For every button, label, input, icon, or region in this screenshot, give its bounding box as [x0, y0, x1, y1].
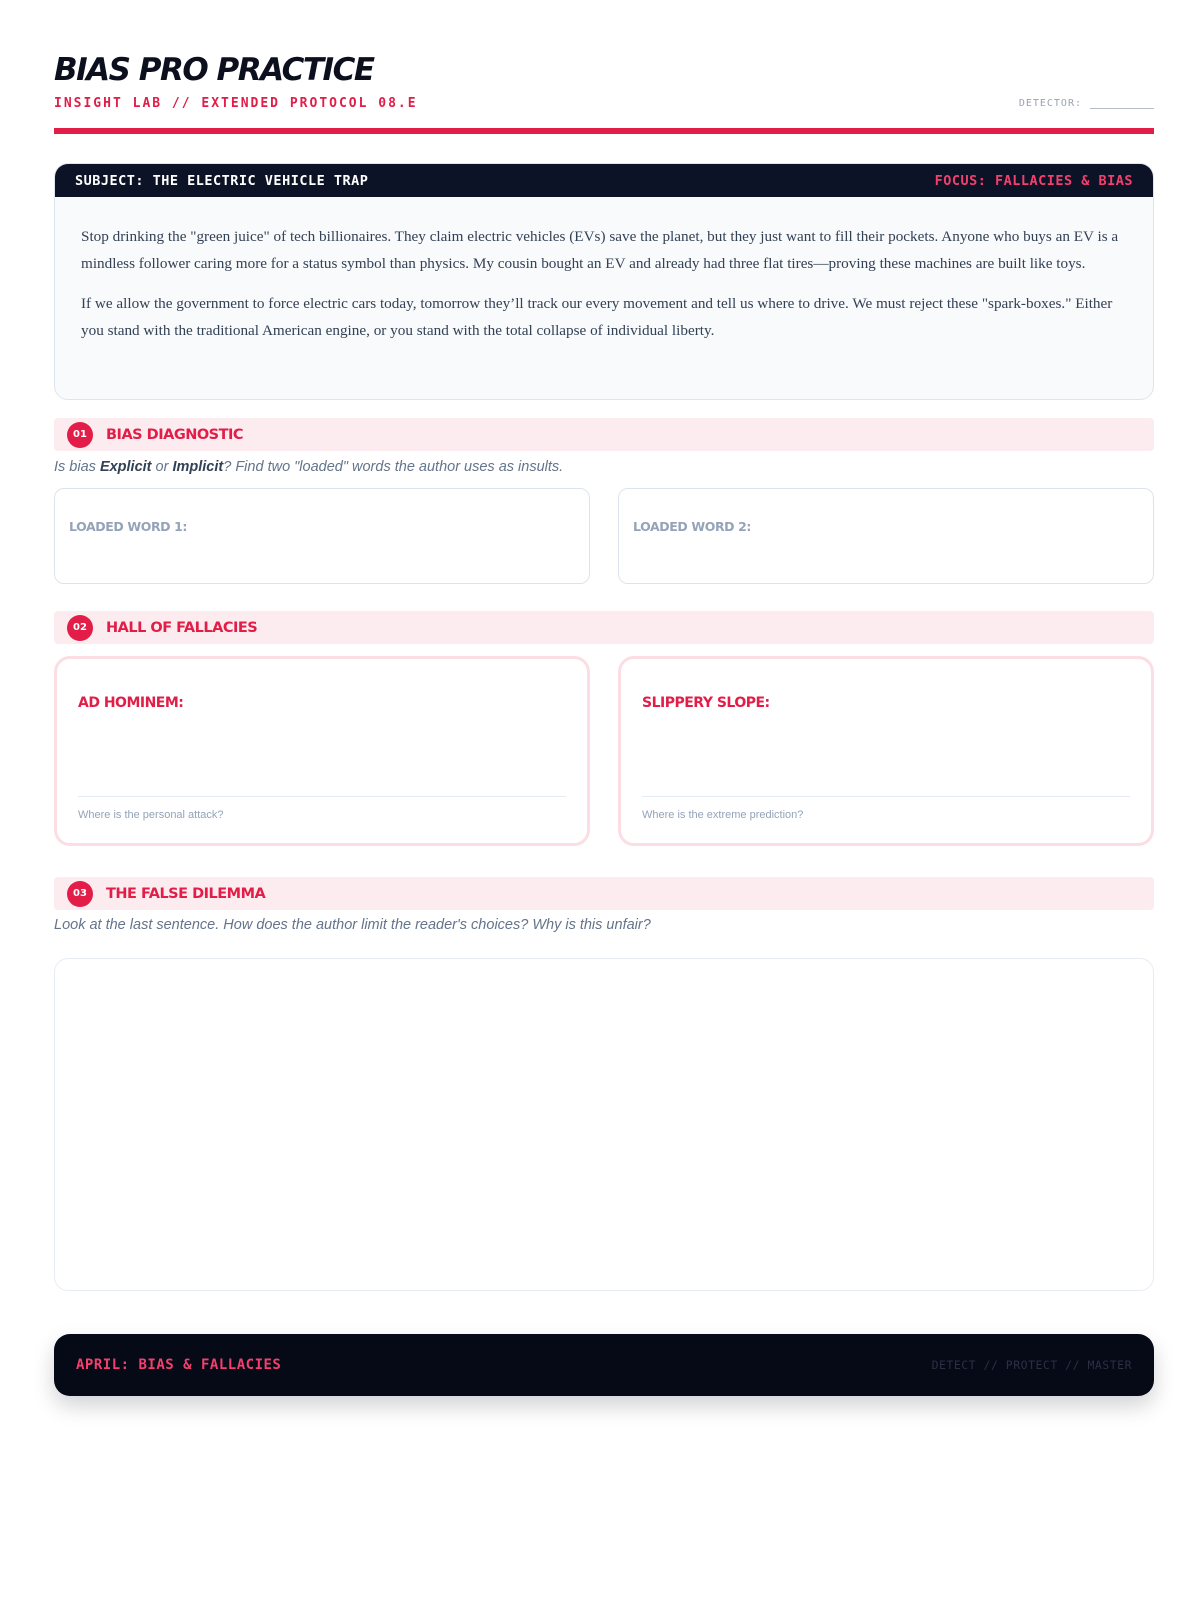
false-dilemma-instruction: Look at the last sentence. How does the author limit the reader's choices? Why is this unfair?	[54, 917, 651, 933]
section-bias-diagnostic	[54, 418, 1154, 451]
slippery-slope-hint: Where is the extreme prediction?	[642, 809, 804, 821]
slippery-slope-label: SLIPPERY SLOPE:	[642, 695, 770, 711]
page-title: BIAS PRO PRACTICE	[54, 52, 374, 88]
detector-label: DETECTOR:	[1018, 98, 1082, 109]
section-number-badge: 01	[67, 422, 93, 448]
detector-field	[1019, 98, 1154, 109]
detector-input-line[interactable]	[1090, 99, 1154, 109]
subject-label: SUBJECT: THE ELECTRIC VEHICLE TRAP	[75, 172, 369, 189]
passage-paragraph-1: Stop drinking the "green juice" of tech billionaires. They claim electric vehicles (EVs) save the planet, but they just want to fill their pockets. Anyone who buys an EV is a mindless follower caring more for a status symbol than physics. My cousin bought an EV and already had three flat tires—proving these machines are built like toys.	[81, 228, 1119, 272]
answer-line	[642, 796, 1130, 797]
bias-instruction	[54, 459, 563, 475]
instruction-explicit: Explicit	[99, 459, 152, 475]
section-number-badge: 02	[67, 615, 93, 641]
footer-theme: APRIL: BIAS & FALLACIES	[76, 1357, 282, 1373]
loaded-word-2-box[interactable]	[618, 488, 1154, 584]
instruction-text: or	[151, 459, 173, 475]
subject-card	[54, 163, 1154, 400]
instruction-implicit: Implicit	[172, 459, 224, 475]
section-title: HALL OF FALLACIES	[106, 619, 258, 636]
footer-motto: DETECT // PROTECT // MASTER	[931, 1358, 1132, 1372]
subject-bar	[55, 164, 1153, 197]
section-title: THE FALSE DILEMMA	[106, 885, 266, 902]
worksheet-header	[54, 48, 1154, 134]
false-dilemma-answer-box[interactable]	[54, 958, 1154, 1291]
answer-line	[78, 796, 566, 797]
loaded-word-2-label: LOADED WORD 2:	[633, 519, 751, 534]
section-number-badge: 03	[67, 881, 93, 907]
header-divider	[54, 128, 1154, 134]
section-false-dilemma	[54, 877, 1154, 910]
focus-label: FOCUS: FALLACIES & BIAS	[934, 172, 1133, 189]
instruction-text: ? Find two "loaded" words the author uses as insults.	[223, 459, 564, 475]
ad-hominem-label: AD HOMINEM:	[78, 695, 184, 711]
passage-paragraph-2: If we allow the government to force electric cars today, tomorrow they’ll track our every movement and tell us where to drive. We must reject these "spark-boxes." Either you stand with the traditional American engine, or you stand with the total collapse of individual liberty.	[81, 295, 1113, 339]
instruction-text: Is bias	[54, 459, 100, 475]
loaded-word-1-box[interactable]	[54, 488, 590, 584]
section-hall-of-fallacies	[54, 611, 1154, 644]
worksheet-page	[54, 48, 1154, 1373]
footer-bar	[54, 1334, 1154, 1396]
loaded-word-1-label: LOADED WORD 1:	[69, 519, 187, 534]
page-subtitle: INSIGHT LAB // EXTENDED PROTOCOL 08.E	[54, 96, 418, 111]
passage	[55, 197, 1153, 344]
section-title: BIAS DIAGNOSTIC	[106, 426, 244, 443]
ad-hominem-hint: Where is the personal attack?	[78, 809, 224, 821]
ad-hominem-box[interactable]	[54, 656, 590, 846]
slippery-slope-box[interactable]	[618, 656, 1154, 846]
